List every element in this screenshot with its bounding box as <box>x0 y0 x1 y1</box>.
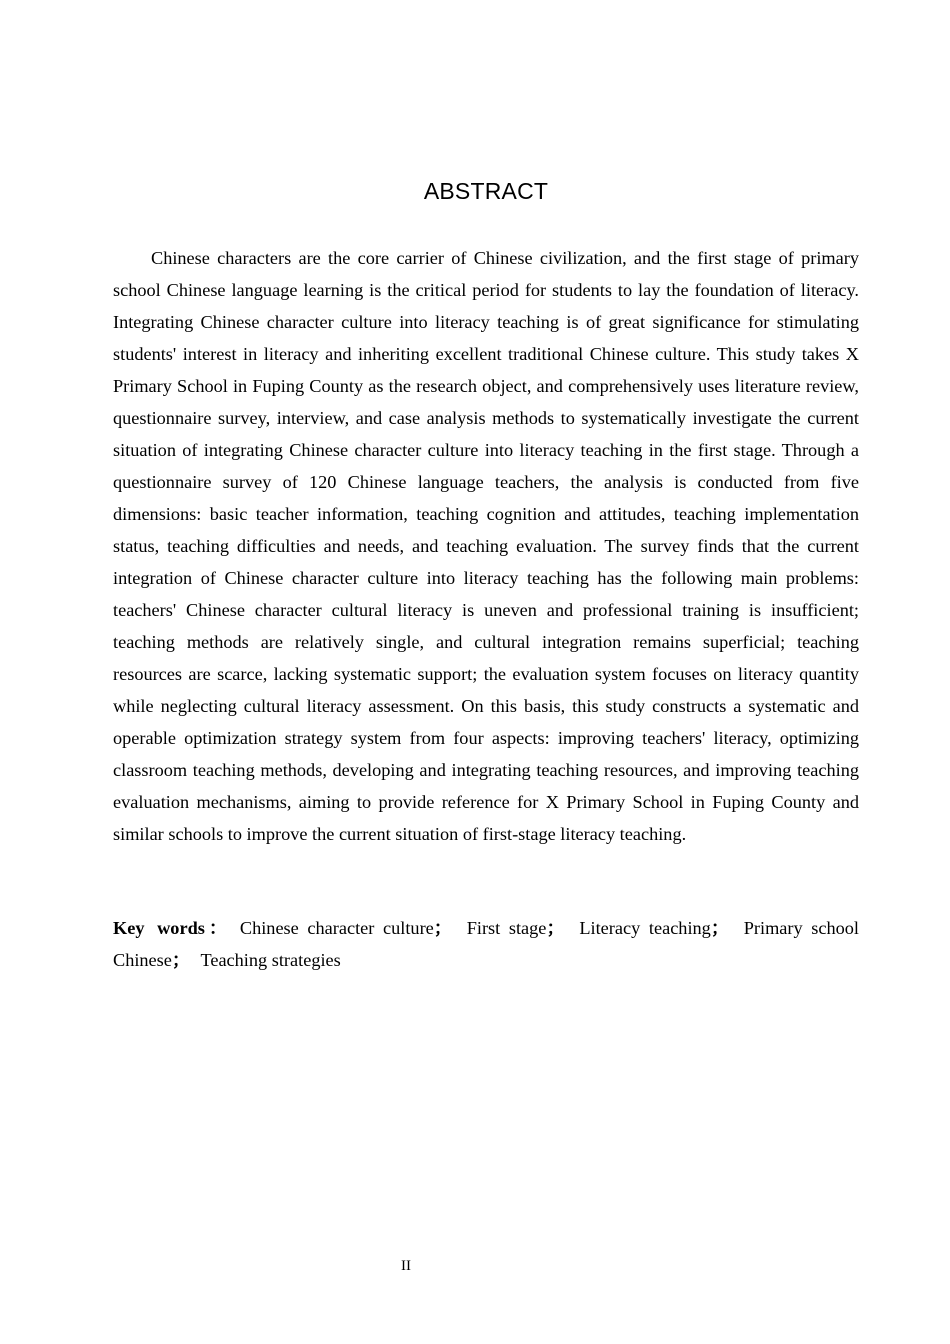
keyword-separator: ； <box>710 918 730 938</box>
page-number: II <box>401 1258 411 1274</box>
keywords-line <box>113 912 859 976</box>
keyword-separator: ； <box>433 918 453 938</box>
keyword-separator: ； <box>546 918 565 938</box>
keyword: Literacy teaching <box>579 918 711 938</box>
keyword: First stage <box>466 918 547 938</box>
abstract-title: ABSTRACT <box>423 178 549 204</box>
keyword: Primary school Chinese <box>113 918 859 970</box>
keyword: Teaching strategies <box>200 950 341 970</box>
keywords-label: Key words： <box>113 918 232 938</box>
abstract-body: Chinese characters are the core carrier of Chinese civilization, and the first stage of primary school Chinese language learning is the critical period for students to lay the foundation of literacy. Integrating Chinese character culture into literacy teaching is of great significance for stimulating students' interest in literacy and inheriting excellent traditional Chinese culture. This study takes X Primary School in Fuping County as the research object, and comprehensively uses literature review, questionnaire survey, interview, and case analysis methods to systematically investigate the current situation of integrating Chinese character culture into literacy teaching in the first stage. Through a questionnaire survey of 120 Chinese language teachers, the analysis is conducted from five dimensions: basic teacher information, teaching cognition and attitudes, teaching implementation status, teaching difficulties and needs, and teaching evaluation. The survey finds that the current integration of Chinese character culture into literacy teaching has the following main problems: teachers' Chinese character cultural literacy is uneven and professional training is insufficient; teaching methods are relatively single, and cultural integration remains superficial; teaching resources are scarce, lacking systematic support; the evaluation system focuses on literacy quantity while neglecting cultural literacy assessment. On this basis, this study constructs a systematic and operable optimization strategy system from four aspects: improving teachers' literacy, optimizing classroom teaching methods, developing and integrating teaching resources, and improving teaching evaluation mechanisms, aiming to provide reference for X Primary School in Fuping County and similar schools to improve the current situation of first-stage literacy teaching. <box>113 248 859 844</box>
keyword-separator: ； <box>171 950 191 970</box>
keyword: Chinese character culture <box>239 918 434 938</box>
